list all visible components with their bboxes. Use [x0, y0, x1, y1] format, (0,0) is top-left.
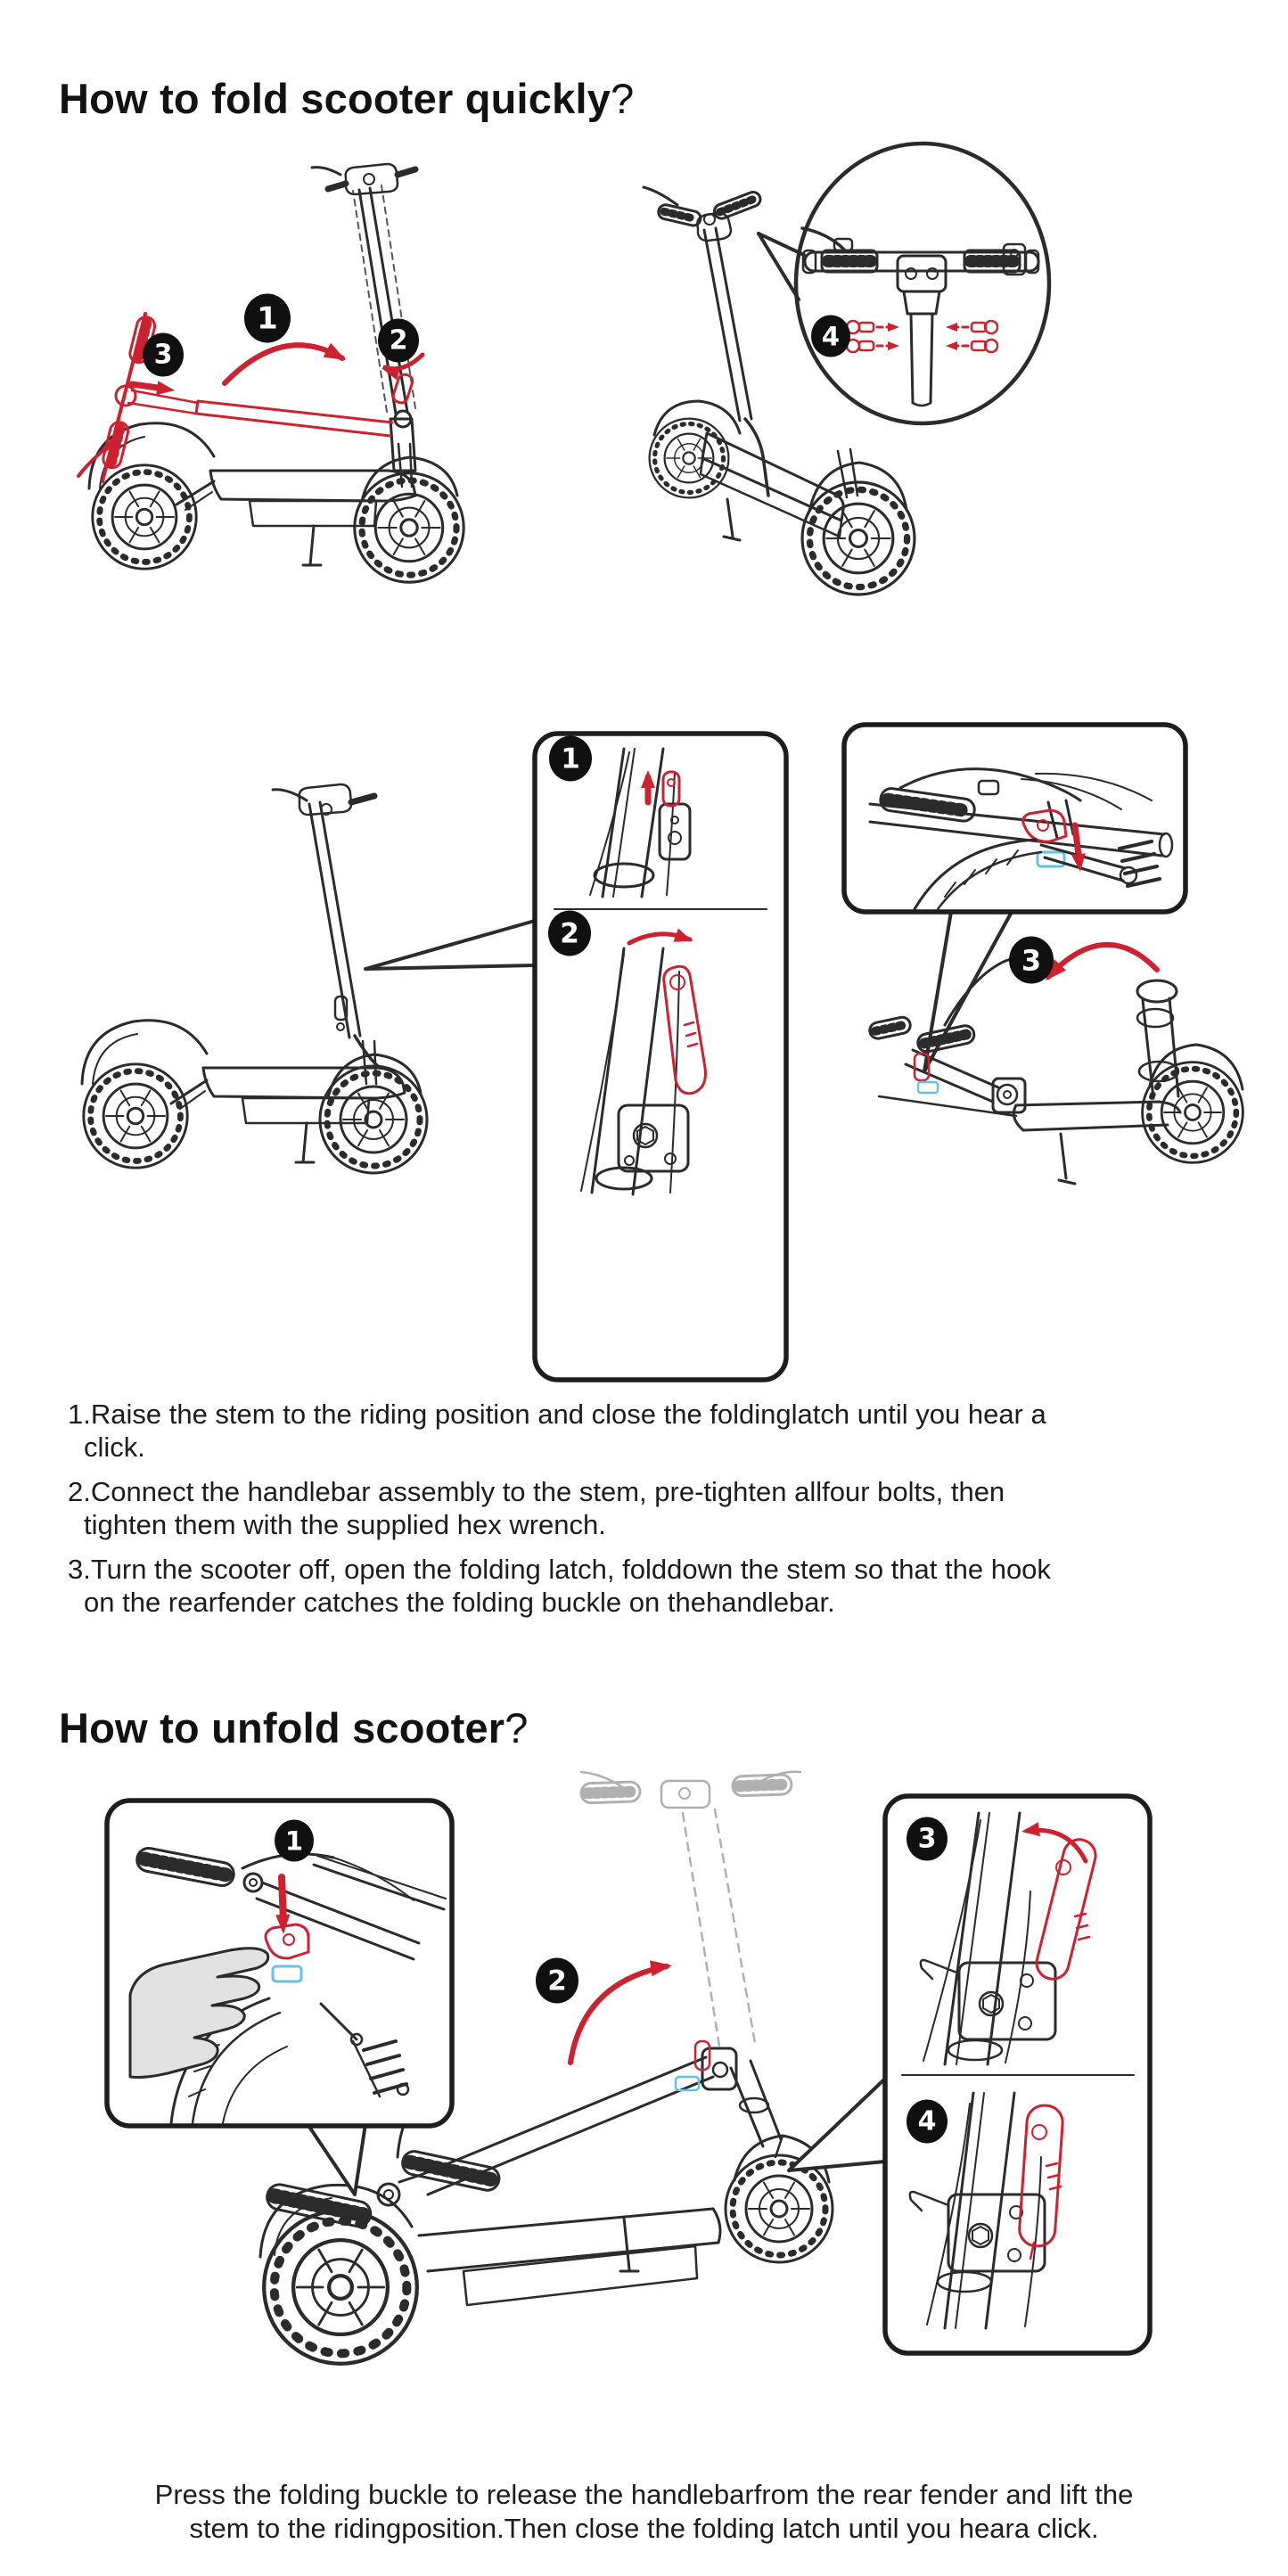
- fold-diagram: [78, 144, 1049, 595]
- fold-instructions: [68, 1398, 1262, 1630]
- step-badge-unfold-3: 3: [907, 1817, 948, 1861]
- step-badge-fold-2: 2: [378, 319, 419, 363]
- instruction-line: 3.Turn the scooter off, open the folding latch, folddown the stem so that the hook: [68, 1554, 1051, 1585]
- fold-section-title: [59, 74, 634, 123]
- mid-diagram: [82, 725, 1243, 1380]
- step-badge-latch-3: 3: [1009, 937, 1054, 984]
- standing-scooter-side: [82, 784, 427, 1173]
- mounting-bolts-red: [847, 321, 997, 352]
- fold-title-text: How to fold scooter quickly: [59, 75, 611, 123]
- unfold-diagram: [107, 1772, 1150, 2364]
- unfold-instruction: [49, 2478, 1239, 2546]
- step-badge-unfold-2: 2: [536, 1958, 578, 2004]
- folded-scooter-three-quarter: [868, 959, 1243, 1184]
- instruction-line: click.: [84, 1432, 145, 1463]
- instruction-line: 1.Raise the stem to the riding position and close the foldinglatch until you hear a: [68, 1399, 1046, 1430]
- latch-steps-panel: [365, 734, 786, 1380]
- instruction-line: stem to the ridingposition.Then close the folding latch until you heara click.: [189, 2513, 1099, 2544]
- unfold-title-text: How to unfold scooter: [59, 1704, 505, 1752]
- step-badge-fold-1: 1: [244, 294, 291, 343]
- folded-scooter-side: [89, 164, 464, 582]
- unfold-title-question-mark: ?: [505, 1704, 529, 1752]
- latch-close-panel: [789, 1796, 1150, 2353]
- fold-title-question-mark: ?: [611, 75, 635, 123]
- unfold-section-title: [59, 1703, 529, 1752]
- step-badge-fold-4: 4: [811, 316, 850, 357]
- instruction-line: Press the folding buckle to release the handlebarfrom the rear fender and lift the: [154, 2479, 1134, 2510]
- standing-scooter-three-quarter: [644, 187, 915, 595]
- step-badge-unfold-4: 4: [907, 2100, 948, 2144]
- folded-stem-red: [78, 314, 414, 481]
- step-badge-fold-3: 3: [143, 333, 184, 377]
- fold-instruction-2: [68, 1475, 1262, 1541]
- step-badge-unfold-1: 1: [275, 1820, 314, 1862]
- handlebar-callout: [759, 144, 1049, 423]
- instruction-line: on the rearfender catches the folding buckle on thehandlebar.: [84, 1587, 835, 1618]
- fold-instruction-1: [68, 1398, 1262, 1464]
- step-badge-latch-2: 2: [548, 911, 591, 956]
- step-badge-latch-1: 1: [549, 736, 592, 782]
- fold-instruction-3: [68, 1553, 1262, 1619]
- instruction-line: 2.Connect the handlebar assembly to the stem, pre-tighten allfour bolts, then: [68, 1476, 1005, 1507]
- ghost-stem: [581, 1772, 800, 2052]
- instruction-line: tighten them with the supplied hex wrench.: [84, 1509, 606, 1540]
